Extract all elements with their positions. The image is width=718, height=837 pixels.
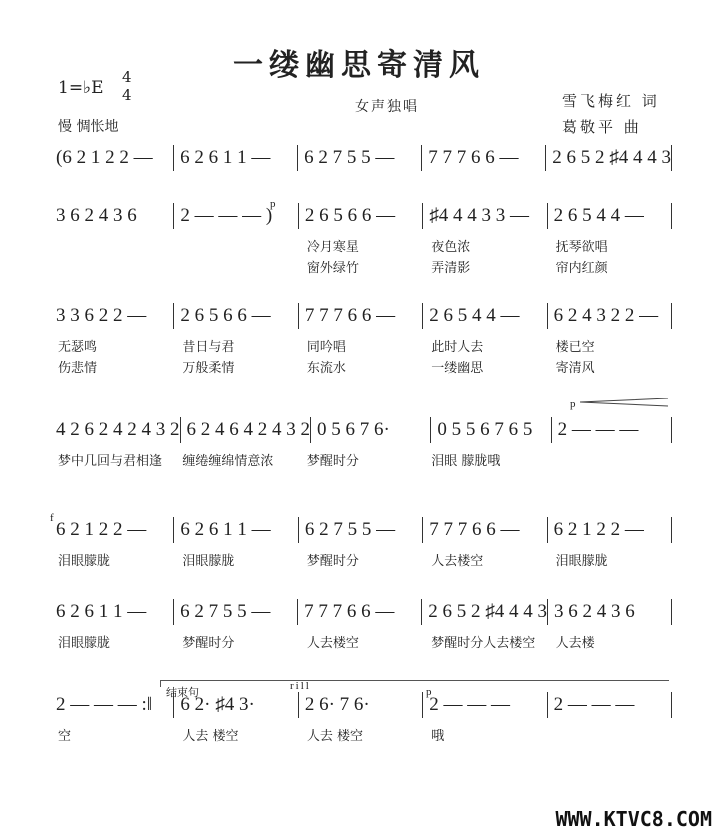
- key-signature: 1=♭E: [58, 78, 104, 98]
- measure: 3 6 2 4 3 6: [548, 599, 672, 625]
- lyric-phrase: 泪眼朦胧: [58, 636, 111, 651]
- lyric-phrase: [548, 451, 672, 472]
- time-bottom: 4: [122, 86, 132, 104]
- measure: 6 2 7 5 5 —: [299, 517, 423, 543]
- notes-row: [50, 599, 672, 625]
- lyric-phrase: 空: [58, 729, 72, 744]
- measure: 2 — — —: [552, 417, 672, 443]
- dynamic-p: p: [270, 198, 276, 210]
- measure: 2 6 5 4 4 —: [423, 303, 547, 329]
- lyric-phrase: 人去 楼空: [182, 729, 239, 744]
- staff-system: [50, 417, 672, 472]
- measure: 6 2 4 6 4 2 4 3 2: [181, 417, 312, 443]
- lyric-phrase: [174, 258, 298, 279]
- measure: 4 2 6 2 4 2 4 3 2: [50, 417, 181, 443]
- notes-row: [50, 303, 672, 329]
- ending-bracket: [160, 680, 669, 687]
- staff-system: [50, 303, 672, 379]
- lyrics-line: [50, 358, 672, 379]
- performance-form: 女声独唱: [355, 99, 419, 115]
- measure: 7 7 7 6 6 —: [299, 303, 423, 329]
- lyric-phrase: 弄清影: [431, 261, 471, 276]
- measure: 2 — — —: [423, 692, 547, 718]
- lyric-phrase: 梦中几回与君相逢: [58, 454, 163, 469]
- measure: 7 7 7 6 6 —: [422, 145, 546, 171]
- dynamic-p-decrescendo: p: [570, 398, 576, 410]
- measure: 2 6 5 6 6 —: [174, 303, 298, 329]
- lyric-phrase: 东流水: [306, 361, 346, 376]
- lyric-phrase: [548, 726, 672, 747]
- lyric-phrase: 泪眼朦胧: [58, 554, 111, 569]
- lyric-phrase: [50, 258, 174, 279]
- measure: 6 2 6 1 1 —: [174, 517, 298, 543]
- lyric-phrase: 万般柔情: [182, 361, 235, 376]
- lyric-phrase: 人去楼: [555, 636, 595, 651]
- measure: 2 6 5 6 6 —: [299, 203, 423, 229]
- time-signature: [122, 68, 132, 104]
- lyrics-line: [50, 551, 672, 572]
- measure: 2 — — — :‖: [50, 692, 174, 718]
- watermark: [555, 807, 712, 831]
- staff-system: [50, 517, 672, 572]
- time-top: 4: [122, 68, 132, 86]
- dynamic-f: f: [50, 512, 54, 524]
- lyric-phrase: [174, 237, 298, 258]
- rill-marking: rill: [290, 680, 311, 692]
- lyrics-line: [50, 633, 672, 654]
- lyric-phrase: 同吟唱: [306, 340, 346, 355]
- song-title: 一缕幽思寄清风: [233, 48, 485, 83]
- notes-row: [50, 517, 672, 543]
- measure: 6 2 4 3 2 2 —: [548, 303, 672, 329]
- lyric-phrase: 梦醒时分: [306, 554, 359, 569]
- lyric-phrase: 夜色浓: [431, 240, 471, 255]
- notes-row: [50, 203, 672, 229]
- lyrics-line: [50, 337, 672, 358]
- lyric-phrase: 寄清风: [555, 361, 595, 376]
- staff-system: [50, 145, 672, 179]
- lyric-phrase: 一缕幽思: [431, 361, 484, 376]
- measure: 2 6 5 2 ♯4 4 4 3: [546, 145, 672, 171]
- lyric-phrase: 人去楼空: [306, 636, 359, 651]
- measure: 6 2 7 5 5 —: [174, 599, 298, 625]
- lyric-phrase: 哦: [431, 729, 445, 744]
- measure: (6 2 1 2 2 —: [50, 145, 174, 171]
- measure: 6 2 6 1 1 —: [50, 599, 174, 625]
- measure: 3 3 6 2 2 —: [50, 303, 174, 329]
- lyric-phrase: 梦醒时分: [182, 636, 235, 651]
- lyric-phrase: 无瑟鸣: [58, 340, 98, 355]
- lyric-phrase: 泪眼朦胧: [555, 554, 608, 569]
- lyrics-line: [50, 451, 672, 472]
- measure: 2 6 5 2 ♯4 4 4 3: [422, 599, 548, 625]
- measure: 2 6 5 4 4 —: [548, 203, 672, 229]
- measure: 6 2· ♯4 3·: [174, 692, 298, 718]
- lyric-phrase: 冷月寒星: [306, 240, 359, 255]
- measure: 6 2 6 1 1 —: [174, 145, 298, 171]
- lyrics-line: [50, 726, 672, 747]
- measure: 3 6 2 4 3 6: [50, 203, 174, 229]
- decrescendo-hairpin: [580, 398, 670, 412]
- lyric-phrase: 人去 楼空: [306, 729, 363, 744]
- notes-row: [50, 145, 672, 171]
- measure: 6 2 7 5 5 —: [298, 145, 422, 171]
- lyric-phrase: 伤悲情: [58, 361, 98, 376]
- notes-row: [50, 692, 672, 718]
- watermark-text: WWW.KTVC8.COM: [555, 807, 712, 831]
- lyric-phrase: 梦醒时分: [306, 454, 359, 469]
- measure: 2 6· 7 6·: [299, 692, 423, 718]
- staff-system: [50, 599, 672, 654]
- lyric-phrase: 楼已空: [555, 340, 595, 355]
- notes-row: [50, 417, 672, 443]
- composer-credit: 葛敬平 曲: [562, 118, 642, 136]
- lyric-phrase: 此时人去: [431, 340, 484, 355]
- lyric-phrase: 昔日与君: [182, 340, 235, 355]
- measure: ♯4 4 4 3 3 —: [423, 203, 547, 229]
- lyric-phrase: 缠绻缠绵情意浓: [182, 454, 274, 469]
- measure: 0 5 5 6 7 6 5: [431, 417, 551, 443]
- measure: 2 — — — ): [174, 203, 298, 229]
- staff-system: [50, 692, 672, 747]
- staff-system: [50, 203, 672, 279]
- lyric-phrase: 窗外绿竹: [306, 261, 359, 276]
- lyric-phrase: 泪眼 朦胧哦: [431, 454, 501, 469]
- measure: 6 2 1 2 2 —: [548, 517, 672, 543]
- measure: 6 2 1 2 2 —: [50, 517, 174, 543]
- measure: 7 7 7 6 6 —: [298, 599, 422, 625]
- dynamic-p-final: p: [426, 686, 432, 698]
- lyrics-line: [50, 258, 672, 279]
- lyricist-credit: 雪飞梅红 词: [562, 92, 660, 110]
- lyric-phrase: [50, 237, 174, 258]
- lyric-phrase: 泪眼朦胧: [182, 554, 235, 569]
- lyric-phrase: 抚琴欲唱: [555, 240, 608, 255]
- lyric-phrase: 人去楼空: [431, 554, 484, 569]
- measure: 0 5 6 7 6·: [311, 417, 431, 443]
- measure: 7 7 7 6 6 —: [423, 517, 547, 543]
- lyric-phrase: 梦醒时分人去楼空: [431, 636, 536, 651]
- lyrics-line: [50, 237, 672, 258]
- lyric-phrase: 帘内红颜: [555, 261, 608, 276]
- tempo-marking: 慢 惆怅地: [58, 119, 119, 135]
- measure: 2 — — —: [548, 692, 672, 718]
- ending-label: 结束句: [166, 687, 199, 699]
